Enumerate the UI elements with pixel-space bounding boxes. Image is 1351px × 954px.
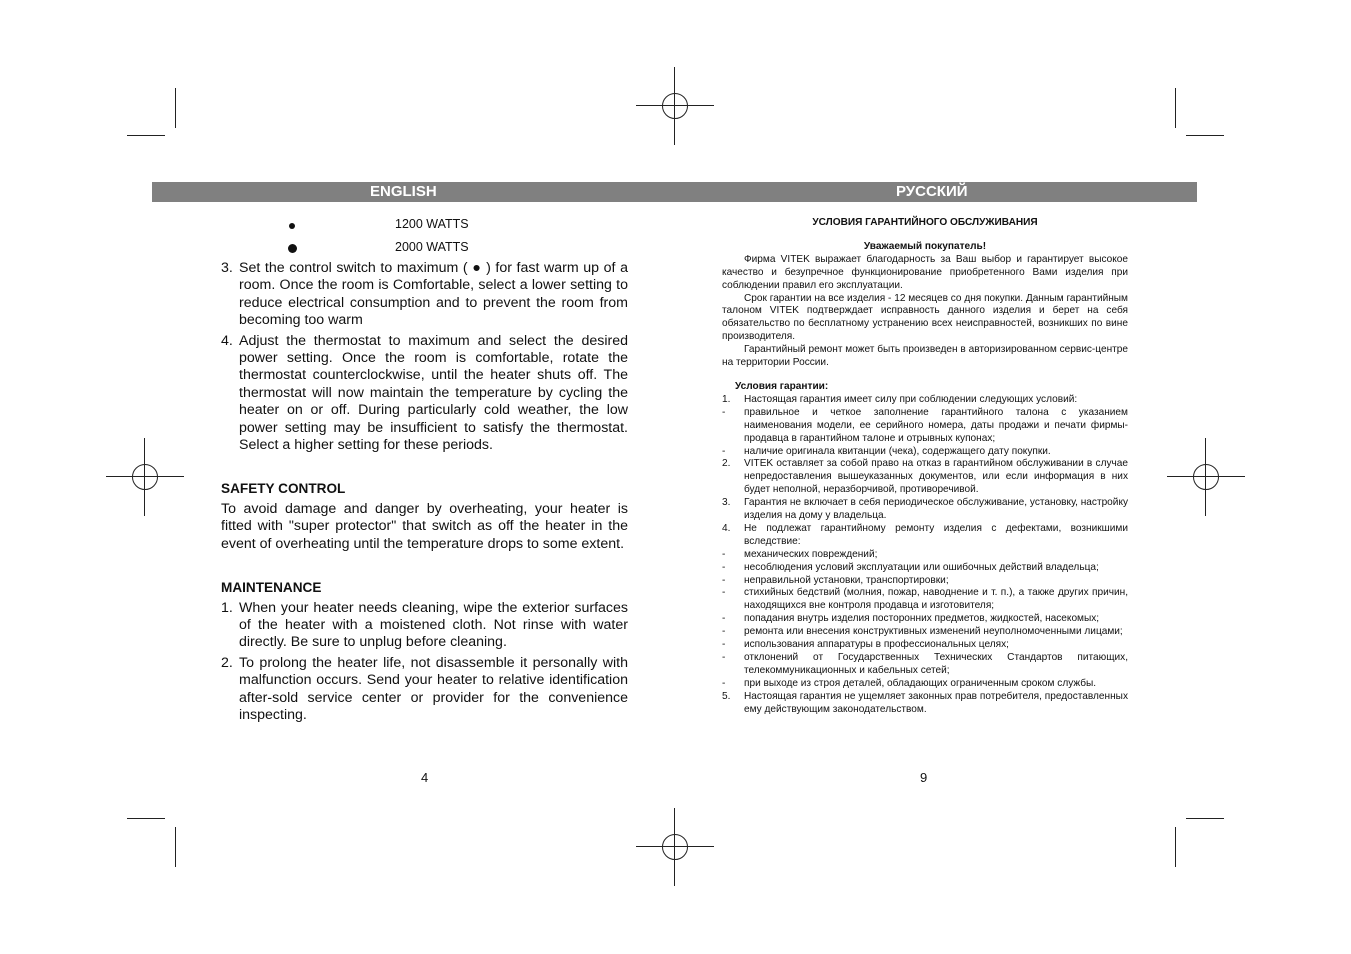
watt-row-low [221, 214, 628, 237]
condition-marker: 5. [722, 690, 731, 702]
condition-text: Настоящая гарантия имеет силу при соблюдении следующих условий: [744, 393, 1078, 405]
watt-row-high [221, 237, 628, 260]
condition-marker: 3. [722, 497, 731, 509]
condition-item [722, 497, 1128, 523]
russian-header-label: РУССКИЙ [896, 183, 968, 200]
english-column [221, 214, 628, 727]
condition-item [722, 549, 1128, 562]
step-number: 4. [221, 332, 233, 349]
condition-marker: 1. [722, 393, 731, 405]
safety-paragraph: To avoid damage and danger by overheating, your heater is fitted with "super protector" that switch as off the heater in the event of overheating until the temperature drops to some extent. [221, 500, 628, 552]
condition-item [722, 407, 1128, 446]
maintenance-number: 2. [221, 654, 233, 671]
page-number-right: 9 [920, 770, 928, 785]
condition-marker: 4. [722, 522, 731, 534]
condition-item [722, 523, 1128, 549]
maintenance-number: 1. [221, 599, 233, 616]
condition-text: неправильной установки, транспортировки; [744, 574, 949, 586]
crop-mark [1175, 827, 1176, 867]
crop-mark [1186, 135, 1224, 136]
condition-item [722, 678, 1128, 691]
crop-mark [175, 827, 176, 867]
intro-paragraph: Гарантийный ремонт может быть произведен в авторизированном сервис-центре на территории России. [722, 344, 1128, 369]
condition-item [722, 446, 1128, 459]
condition-marker: - [722, 574, 726, 586]
step-item [221, 333, 628, 455]
condition-item [722, 639, 1128, 652]
crop-mark [1186, 818, 1224, 819]
condition-text: Настоящая гарантия не ущемляет законных прав потребителя, предоставленных ему действующим законодательством. [744, 690, 1128, 715]
condition-marker: - [722, 587, 726, 599]
condition-item [722, 394, 1128, 407]
intro-paragraph: Срок гарантии на все изделия - 12 месяцев со дня покупки. Данным гарантийным талоном VITEK подтверждает исправность данного изделия и берет на себя обязательство по бесплатному устранению всех неисправностей, возникших по вине производителя. [722, 292, 1128, 343]
watt-label: 2000 WATTS [395, 240, 469, 254]
english-header-label: ENGLISH [370, 183, 437, 200]
condition-text: отклонений от Государственных Технических Стандартов питающих, телекоммуникационных и кабельных сетей; [744, 652, 1128, 676]
condition-marker: - [722, 406, 726, 418]
step-item [221, 260, 628, 330]
condition-marker: - [722, 561, 726, 573]
safety-heading: SAFETY CONTROL [221, 481, 346, 497]
condition-text: наличие оригинала квитанции (чека), содержащего дату покупки. [744, 445, 1051, 457]
condition-text: ремонта или внесения конструктивных изменений неуполномоченными лицами; [744, 626, 1123, 638]
english-header-bar [152, 182, 674, 202]
large-dot-icon [288, 244, 297, 253]
warranty-title: УСЛОВИЯ ГАРАНТИЙНОГО ОБСЛУЖИВАНИЯ [812, 217, 1038, 228]
crop-mark [127, 135, 165, 136]
condition-marker: - [722, 445, 726, 457]
condition-item [722, 458, 1128, 497]
condition-text: стихийных бедствий (молния, пожар, наводнение и т. п.), а также других причин, находящихся вне контроля продавца и изготовителя; [744, 587, 1128, 612]
maintenance-heading: MAINTENANCE [221, 580, 322, 596]
condition-text: попадания внутрь изделия посторонних предметов, жидкостей, насекомых; [744, 613, 1100, 625]
condition-text: Не подлежат гарантийному ремонту изделия с дефектами, возникшими вследствие: [744, 522, 1128, 547]
registration-mark [636, 808, 714, 886]
condition-marker: - [722, 639, 726, 651]
conditions-list [722, 394, 1128, 717]
condition-item [722, 626, 1128, 639]
crop-mark [175, 88, 176, 128]
condition-item [722, 562, 1128, 575]
conditions-heading: Условия гарантии: [735, 380, 829, 392]
page-number-left: 4 [421, 770, 429, 785]
condition-item [722, 575, 1128, 588]
condition-marker: - [722, 677, 726, 689]
condition-marker: - [722, 652, 726, 663]
step-number: 3. [221, 260, 233, 276]
condition-item [722, 691, 1128, 717]
crop-mark [127, 818, 165, 819]
intro-paragraph: Фирма VITEK выражает благодарность за Ваш выбор и гарантирует высокое качество и безупречное функционирование приобретенного Вами изделия при соблюдении правил его эксплуатации. [722, 253, 1128, 291]
maintenance-item [221, 655, 628, 725]
condition-text: VITEK оставляет за собой право на отказ в гарантийном обслуживании в случае непредоставления вышеуказанных документов, или если информация в них будет неполной, неразборчивой, противоречивой. [744, 458, 1128, 496]
condition-text: при выходе из строя деталей, обладающих ограниченным сроком службы. [744, 677, 1097, 689]
maintenance-text: When your heater needs cleaning, wipe the exterior surfaces of the heater with a moistened cloth. Not rinse with water directly. Be sure to unplug before cleaning. [239, 599, 628, 651]
maintenance-text: To prolong the heater life, not disassemble it personally with malfunction occurs. Send your heater to relative identification after-sold service center or provider for the convenience inspecting. [239, 654, 628, 723]
maintenance-item [221, 600, 628, 652]
condition-text: механических повреждений; [744, 548, 878, 560]
condition-text: несоблюдения условий эксплуатации или ошибочных действий владельца; [744, 561, 1099, 573]
condition-item [722, 587, 1128, 613]
condition-item [722, 652, 1128, 678]
condition-text: Гарантия не включает в себя периодическое обслуживание, установку, настройку изделия на дому у владельца. [744, 497, 1129, 522]
crop-mark [1175, 88, 1176, 128]
condition-marker: - [722, 613, 726, 625]
greeting: Уважаемый покупатель! [863, 240, 987, 252]
condition-marker: - [722, 626, 726, 638]
watt-label: 1200 WATTS [395, 217, 469, 231]
step-text: Set the control switch to maximum ( ● ) for fast warm up of a room. Once the room is Comfortable, select a lower setting to reduce electrical consumption and to prevent the room from becoming too warm [239, 260, 628, 329]
condition-item [722, 613, 1128, 626]
step-text: Adjust the thermostat to maximum and select the desired power setting. Once the room is comfortable, rotate the thermostat counterclockwise, until the heater shuts off. The thermostat will now maintain the temperature by cycling the heater on or off. During particularly cold weather, the low power setting may be insufficient to satisfy the thermostat. Select a higher setting for these periods. [239, 332, 628, 454]
registration-mark [106, 438, 184, 516]
condition-marker: 2. [722, 458, 731, 470]
condition-text: использования аппаратуры в профессиональных целях; [744, 639, 1009, 651]
russian-column [722, 217, 1128, 717]
russian-header-bar [674, 182, 1197, 202]
condition-text: правильное и четкое заполнение гарантийного талона с указанием наименования модели, ее серийного номера, даты продажи и печати фирмы-продавца в гарантийном талоне и отрывных купонах; [744, 406, 1128, 444]
registration-mark [1167, 438, 1245, 516]
small-dot-icon [289, 223, 295, 229]
condition-marker: - [722, 548, 726, 560]
registration-mark [636, 67, 714, 145]
